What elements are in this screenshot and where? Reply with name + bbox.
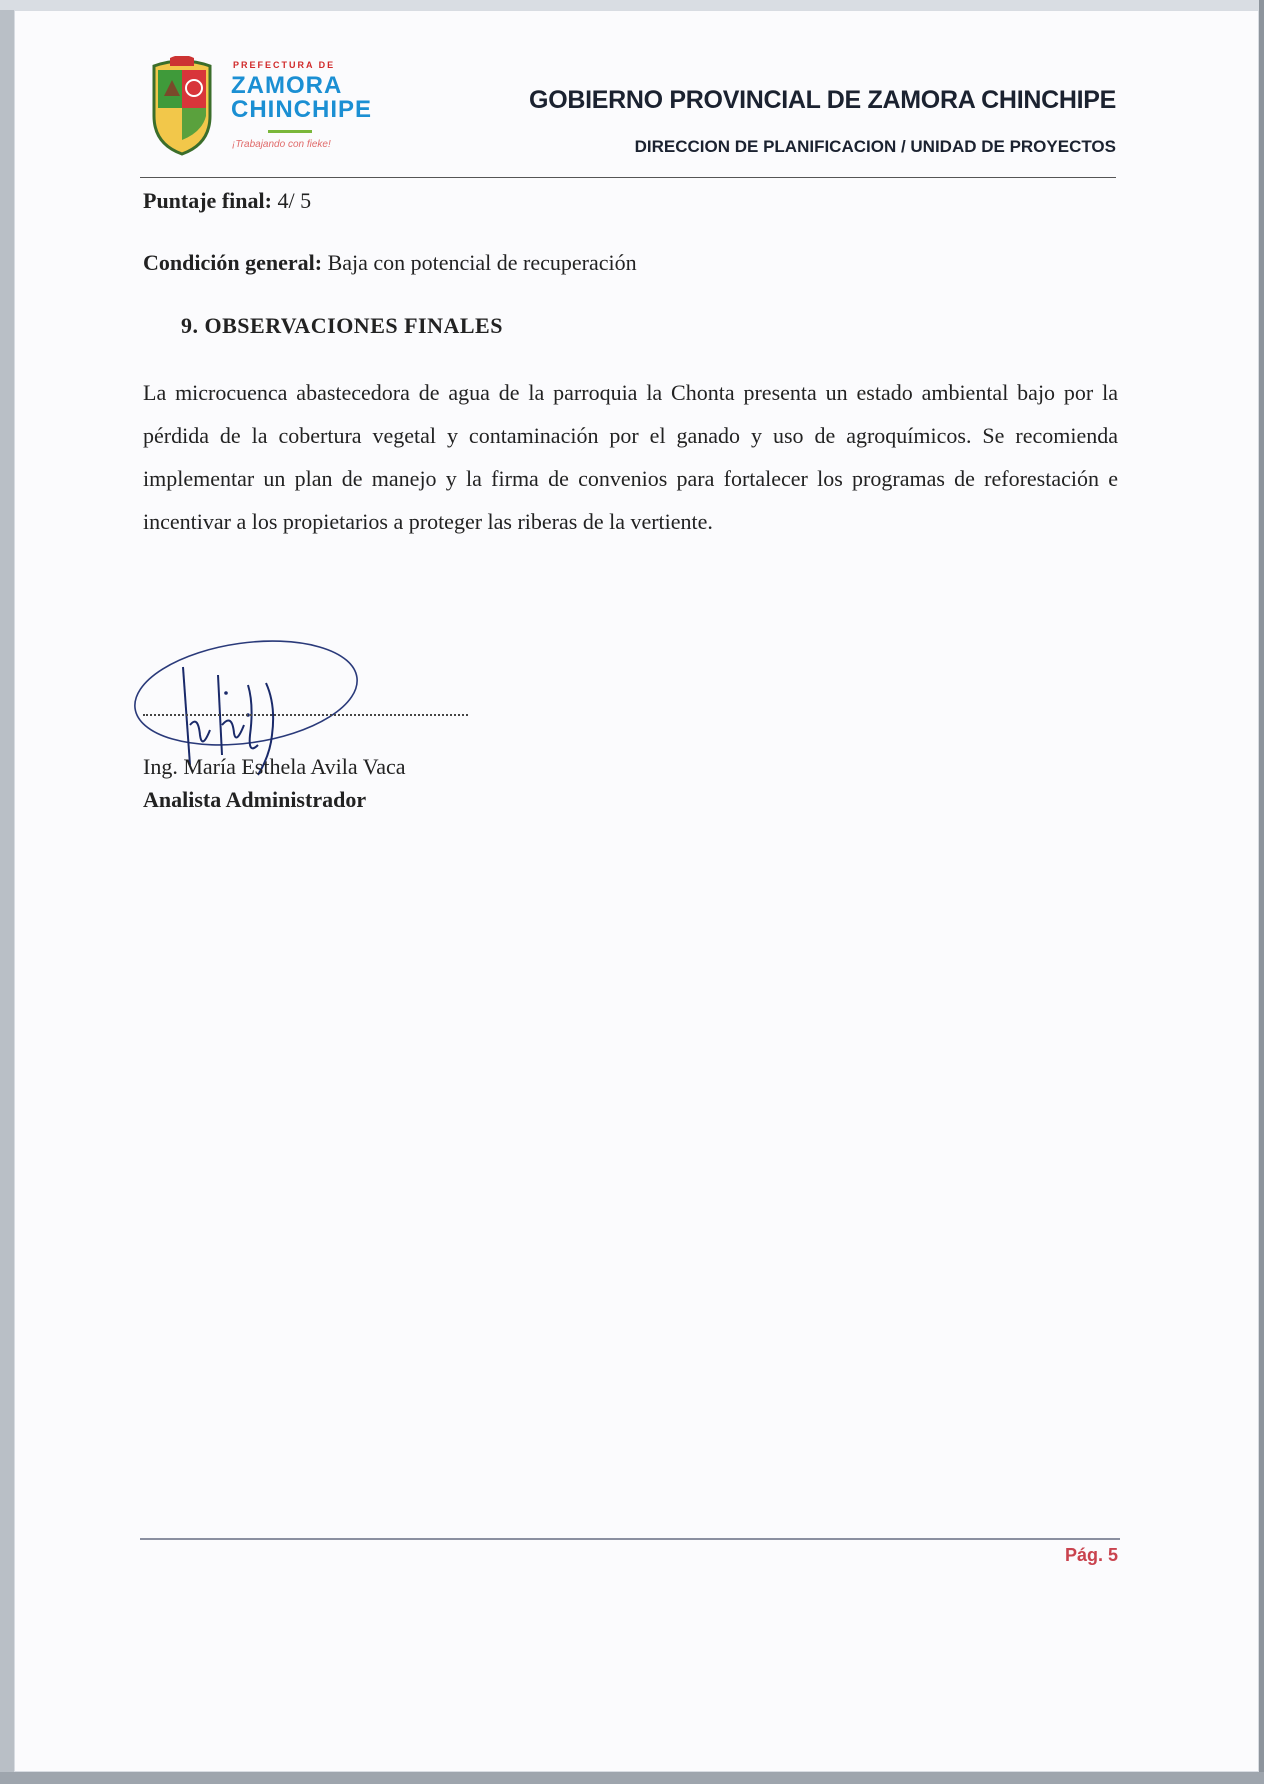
logo-divider — [268, 130, 312, 133]
observations-paragraph: La microcuenca abastecedora de agua de la parroquia la Chonta presenta un estado ambiental bajo por la pérdida de la cobertura vegetal y contaminación por el ganado y uso de agroquímicos. Se recomienda implementar un plan de manejo y la firma de convenios para fortalecer los programas de reforestación e incentivar a los propietarios a proteger las riberas de la vertiente. — [143, 380, 1118, 534]
header-title: GOBIERNO PROVINCIAL DE ZAMORA CHINCHIPE — [529, 86, 1116, 114]
scan-edge-top — [0, 0, 1264, 10]
scan-edge-right — [1259, 0, 1264, 1784]
logo-slogan: ¡Trabajando con fieke! — [232, 139, 331, 150]
signer-title: Analista Administrador — [143, 787, 367, 812]
shield-icon — [150, 56, 214, 156]
page-number: Pág. 5 — [1064, 1545, 1118, 1565]
scan-edge-bottom — [0, 1772, 1264, 1784]
header-divider — [140, 177, 1116, 178]
header-subtitle: DIRECCION DE PLANIFICACION / UNIDAD DE PROYECTOS — [634, 137, 1116, 156]
condition-value: Baja con potencial de recuperación — [327, 250, 637, 275]
prefecture-logo — [150, 52, 390, 162]
score-value: 4/ 5 — [277, 188, 312, 213]
condition-label: Condición general: — [143, 250, 323, 275]
logo-small-text: PREFECTURA DE — [233, 60, 336, 70]
footer-divider — [140, 1538, 1120, 1540]
signer-name: Ing. María Esthela Avila Vaca — [143, 754, 406, 779]
score-label: Puntaje final: — [143, 188, 272, 213]
section-heading: 9. OBSERVACIONES FINALES — [181, 313, 503, 338]
condition-line — [143, 250, 637, 276]
signature-line — [143, 714, 468, 716]
logo-word-chinchipe: CHINCHIPE — [231, 96, 373, 123]
logo-word-zamora: ZAMORA — [231, 72, 343, 99]
score-line — [143, 188, 311, 214]
